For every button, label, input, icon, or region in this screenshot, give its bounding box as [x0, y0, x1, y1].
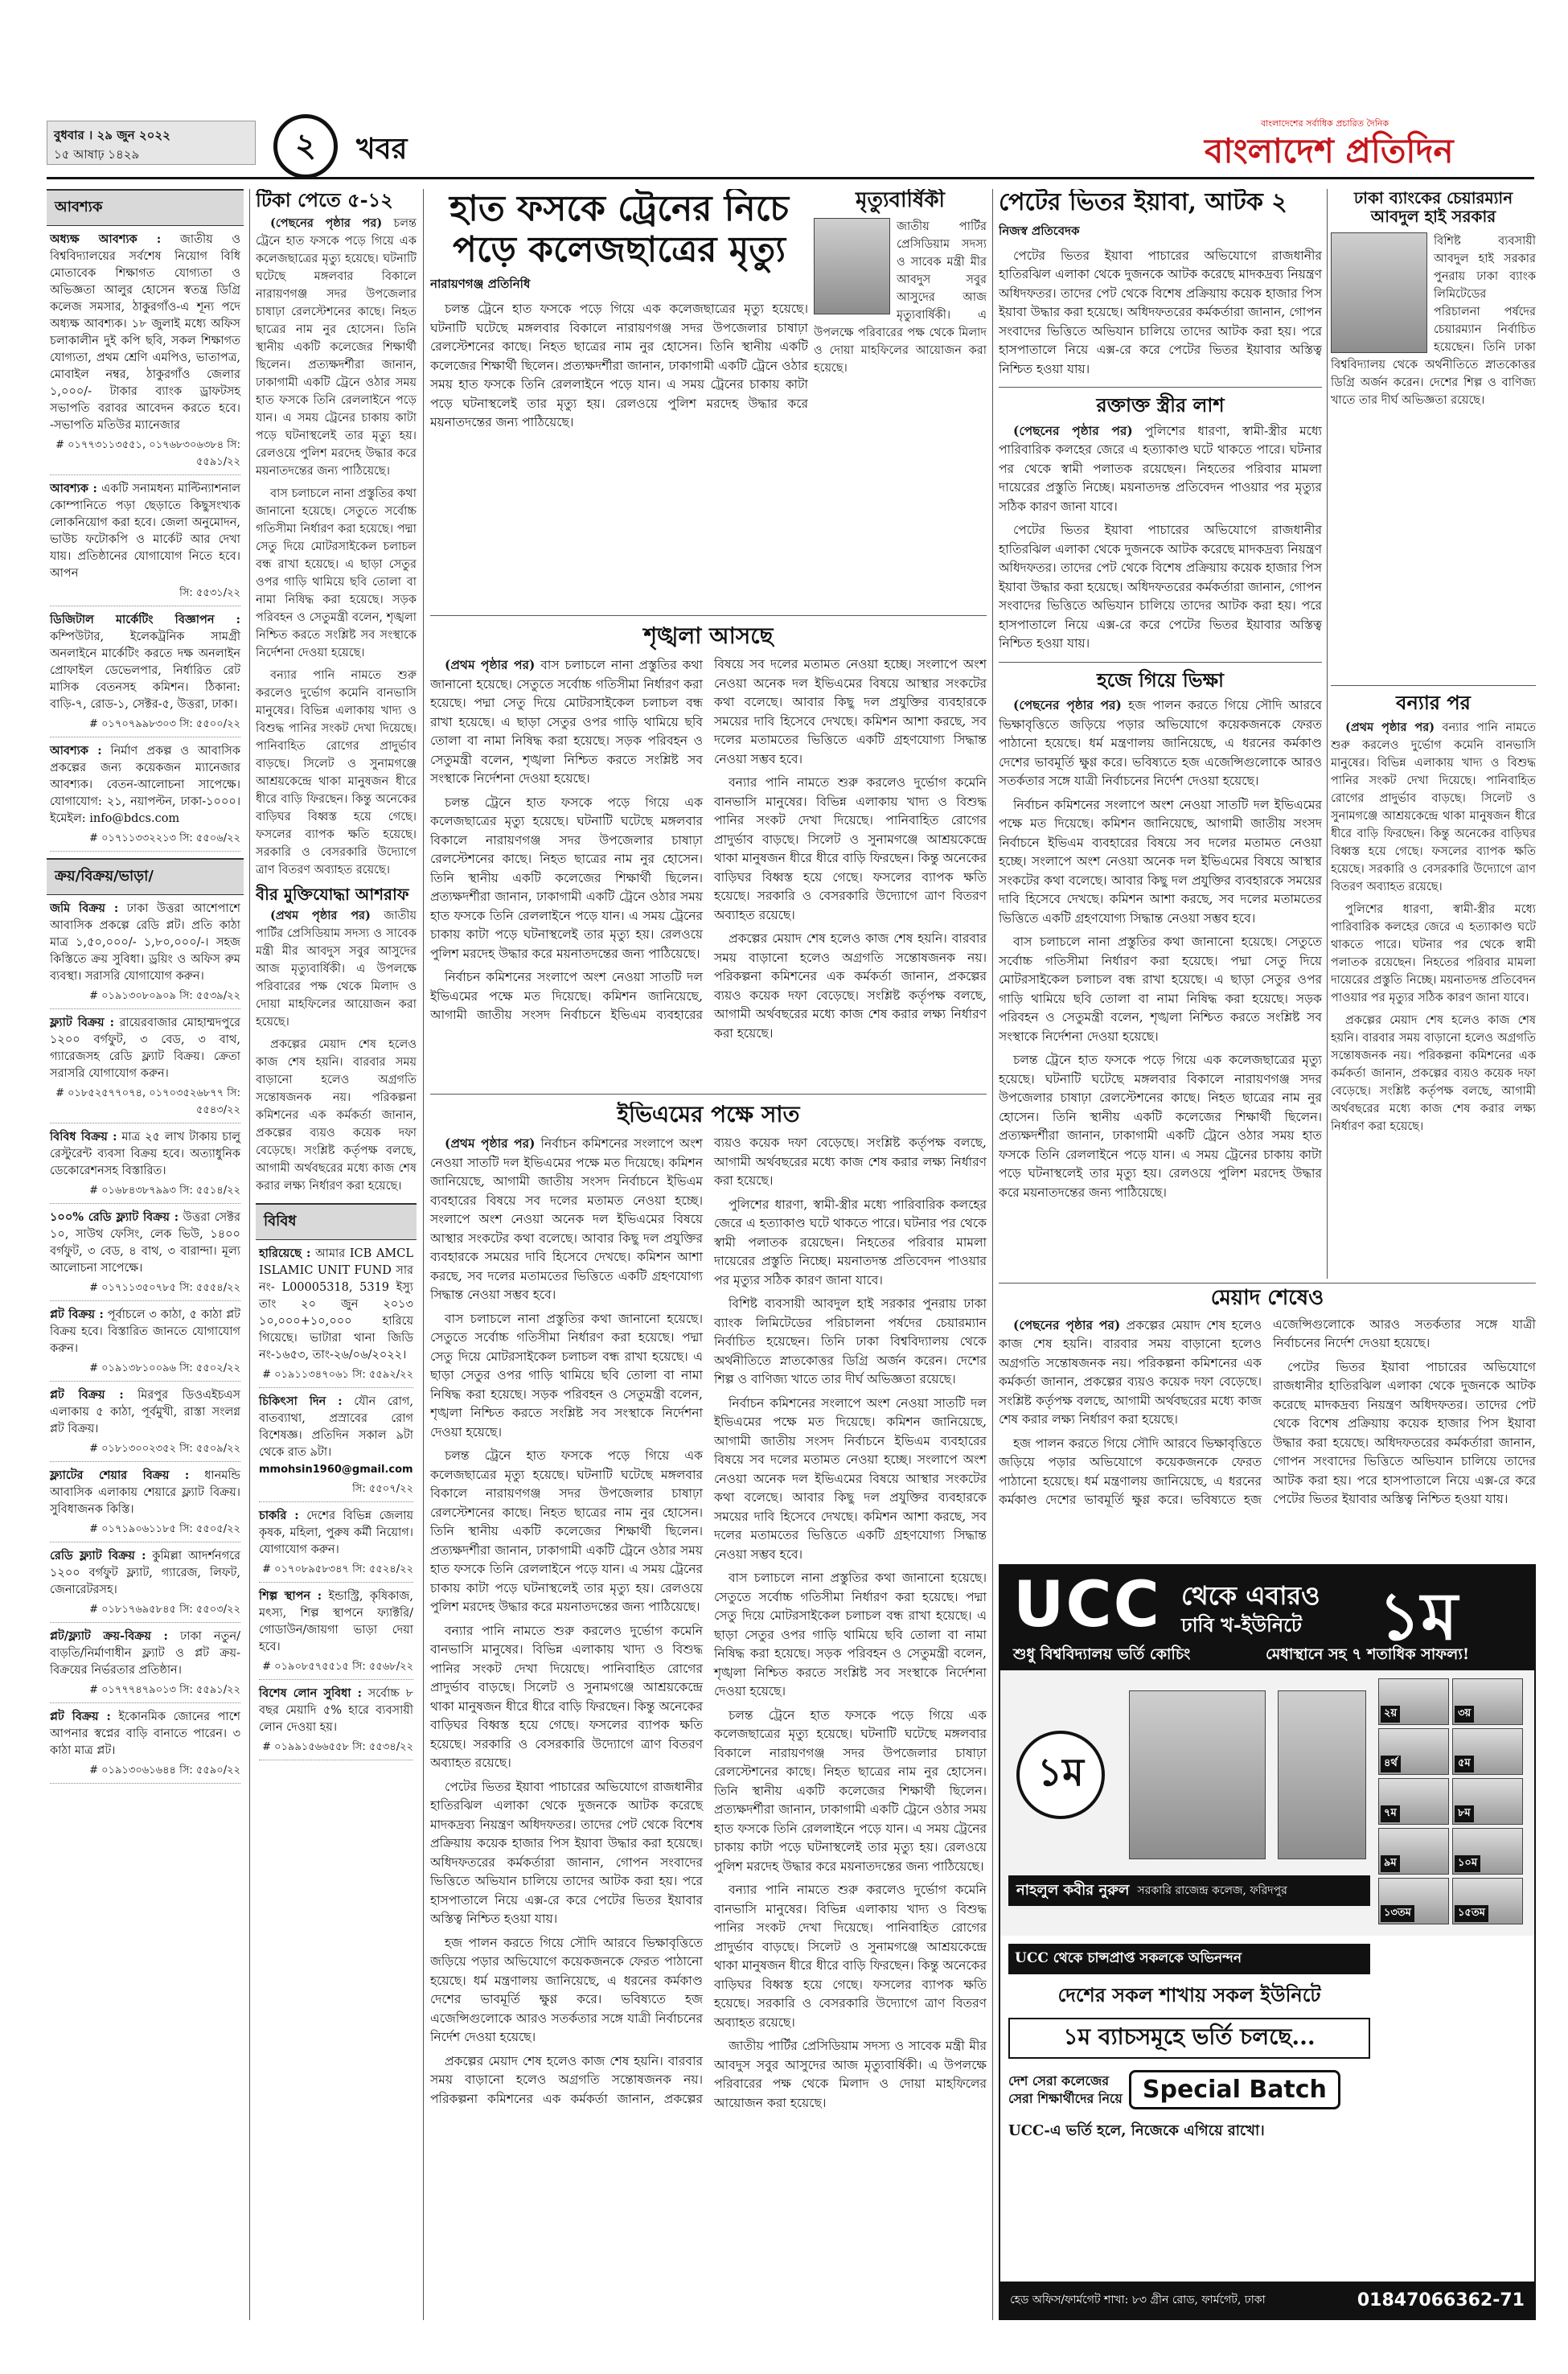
shrinkhala-text-5: প্রকল্পের মেয়াদ শেষ হলেও কাজ শেষ হয়নি। বারবার সময় বাড়ানো হলেও অগ্রগতি সন্তোষজনক নয়। পরিকল্পনা কমিশনের এক কর্মকর্তা জানান, প্রকল্পের ব্যয়ও কয়েক দফা বেড়েছে। সংশ্লিষ্ট কর্তৃপক্ষ বলছে, আগামী অর্থবছরের মধ্যে কাজ শেষ করার লক্ষ্য নির্ধারণ করা হয়েছে। — [714, 931, 987, 1041]
classified-body: ঢাকা উত্তরা আশেপাশে আবাসিক প্রকল্পে রেডি প্লট। প্রতি কাঠা মাত্র ১,৫০,০০০/- ১,৮০,০০০/-। সহজ কিস্তিতে ক্রয় সুবিধা। ড্রয়িং ও অফিস রুম ব্যবস্থা। সরাসরি যোগাযোগ করুন। — [50, 902, 240, 983]
ucc-rank-grid — [1378, 1678, 1527, 1928]
classified-item — [50, 1547, 240, 1599]
ucc-phone[interactable]: 01847066362-71 — [1357, 2290, 1525, 2310]
divider — [992, 189, 993, 2320]
ashraf-text: জাতীয় পার্টির প্রেসিডিয়াম সদস্য ও সাবেক মন্ত্রী মীর আবদুস সবুর আসুদের আজ মৃত্যুবার্ষিকী। এ উপলক্ষে পরিবারের পক্ষ থেকে মিলাদ ও দোয়া মাহফিলের আয়োজন করা হয়েছে। — [256, 909, 417, 1029]
classified-code: # ০১৭০৭৯৯৮৩০৩ সি: ৫৫০০/২২ — [50, 717, 240, 737]
classified-title: চাকরি : — [259, 1508, 299, 1522]
classifieds-sale-list — [47, 900, 244, 1784]
evm-text-5: পেটের ভিতর ইয়াবা পাচারের অভিযোগে রাজধানীর হাতিরঝিল এলাকা থেকে দুজনকে আটক করেছে মাদকদ্রব্য নিয়ন্ত্রণ অধিদফতর। তাদের পেট থেকে বিশেষ প্রক্রিয়ায় কয়েক হাজার পিস ইয়াবা উদ্ধার করা হয়েছে। অধিদফতরের কর্মকর্তারা জানান, গোপন সংবাদের ভিত্তিতে অভিযান চালিয়ে তাদের আটক করা হয়। পরে হাসপাতালে নিয়ে এক্স-রে করে পেটের ভিতর ইয়াবার অস্তিত্ব নিশ্চিত হওয়া যায়। — [430, 1779, 703, 1927]
classified-body: মাত্র ২৫ লাখ টাকায় চালু রেস্টুরেন্ট ব্যবসা বিক্রয় হবে। অত্যাধুনিক ডেকোরেশনসহ বিস্তারিত। — [50, 1131, 240, 1177]
classified-item — [50, 1386, 240, 1438]
classified-code: # ০১৭১১৩৫০৭৮৫ সি: ৫৫৫৪/২২ — [50, 1280, 240, 1301]
ucc-rank-label: ৯ম — [1381, 1855, 1400, 1872]
chairman-article — [1331, 189, 1536, 680]
divider — [999, 1283, 1536, 1284]
classified-code: # ০১৭১৯০৬১১৮৫ সি: ৫৫০৫/২২ — [50, 1522, 240, 1542]
ashraf-body — [256, 907, 417, 1195]
evm-text-11: বাস চলাচলে নানা প্রস্তুতির কথা জানানো হয়েছে। সেতুতে সর্বোচ্চ গতিসীমা নির্ধারণ করা হয়েছে। পদ্মা সেতু দিয়ে মোটরসাইকেল চলাচল বন্ধ রাখা হয়েছে। এ ছাড়া সেতুর ওপর গাড়ি থামিয়ে ছবি তোলা বা নামা নিষিদ্ধ করা হয়েছে। সড়ক পরিবহন ও সেতুমন্ত্রী বলেন, শৃঙ্খলা নিশ্চিত করতে সংশ্লিষ্ট সব সংস্থাকে নির্দেশনা দেওয়া হয়েছে। — [714, 1571, 987, 1699]
shrinkhala-text-3: নির্বাচন কমিশনের সংলাপে অংশ নেওয়া সাতটি দল ইভিএমের পক্ষে মত দিয়েছে। কমিশন জানিয়েছে, আগামী জাতীয় সংসদ নির্বাচনে ইভিএম ব্যবহারের বিষয়ে সব দলের মতামত নেওয়া হচ্ছে। সংলাপে অংশ নেওয়া অনেক দল ইভিএমের বিষয়ে আস্থার সংকটের কথা বলেছে। আবার কিছু দল প্রযুক্তির ব্যবহারকে সময়ের দাবি হিসেবে দেখছে। কমিশন আশা করছে, সব দলের মতামতের ভিত্তিতে একটি গ্রহণযোগ্য সিদ্ধান্ত নেওয়া সম্ভব হবে। — [430, 657, 987, 1023]
classified-item — [50, 1628, 240, 1679]
obituary-title: মৃত্যুবার্ষিকী — [856, 189, 945, 212]
classified-body: নির্মাণ প্রকল্প ও আবাসিক প্রকল্পের জন্য কয়েকজন ম্যানেজার আবশ্যক। বেতন-আলোচনা সাপেক্ষে। যোগাযোগ: ২১, নয়াপল্টন, ঢাকা-১০০০। ইমেইল: info@bdcs.com — [50, 745, 240, 825]
masthead-rule — [47, 177, 1534, 179]
ucc-hero — [1000, 1670, 1534, 1936]
hajj-text: হজ পালন করতে গিয়ে সৌদি আরবে ভিক্ষাবৃত্তিতে জড়িয়ে পড়ার অভিযোগে কয়েকজনকে ফেরত পাঠানো হয়েছে। ধর্ম মন্ত্রণালয় জানিয়েছে, এ ধরনের কর্মকাণ্ড দেশের ভাবমূর্তি ক্ষুণ্ণ করে। ভবিষ্যতে হজ এজেন্সিগুলোকে আরও সতর্কতার সঙ্গে যাত্রী নির্বাচনের নির্দেশ দেওয়া হয়েছে। — [999, 698, 1322, 789]
ucc-advertisement — [999, 1564, 1536, 2320]
ucc-rank-cell — [1378, 1678, 1449, 1725]
section-name: খবর — [356, 132, 408, 166]
classified-item — [50, 611, 240, 713]
ucc-rank-label: ১৩তম — [1381, 1905, 1414, 1922]
classified-title: ফ্ল্যাটের শেয়ার বিক্রয় : — [50, 1468, 190, 1482]
evm-text-9: বিশিষ্ট ব্যবসায়ী আবদুল হাই সরকার পুনরায় ঢাকা ব্যাংক লিমিটেডের পরিচালনা পর্ষদের চেয়ারম্যান নির্বাচিত হয়েছেন। তিনি ঢাকা বিশ্ববিদ্যালয় থেকে অর্থনীতিতে স্নাতকোত্তর ডিগ্রি অর্জন করেন। দেশের শিল্প ও বাণিজ্য খাতে তার দীর্ঘ অভিজ্ঞতা রয়েছে। — [714, 1296, 987, 1387]
classified-body: যৌন রোগ, বাতব্যাথা, প্রস্রাবের রোগ বিশেষজ্ঞ। প্রতিদিন সকাল ৯টা থেকে রাত ৯টা। — [259, 1394, 414, 1459]
hajj-text-2: নির্বাচন কমিশনের সংলাপে অংশ নেওয়া সাতটি দল ইভিএমের পক্ষে মত দিয়েছে। কমিশন জানিয়েছে, আগামী জাতীয় সংসদ নির্বাচনে ইভিএম ব্যবহারের বিষয়ে সব দলের মতামত নেওয়া হচ্ছে। সংলাপে অংশ নেওয়া অনেক দল ইভিএমের বিষয়ে আস্থার সংকটের কথা বলেছে। আবার কিছু দল প্রযুক্তির ব্যবহারকে সময়ের দাবি হিসেবে দেখছে। কমিশন আশা করছে, সব দলের মতামতের ভিত্তিতে একটি গ্রহণযোগ্য সিদ্ধান্ত নেওয়া সম্ভব হবে। — [999, 797, 1322, 926]
classified-code: # ০১৮১৩০০২৩৫২ সি: ৫৫০৯/২২ — [50, 1441, 240, 1462]
yaba-headline: পেটের ভিতর ইয়াবা, আটক ২ — [999, 189, 1287, 216]
ucc-rank-label: ৪র্থ — [1381, 1756, 1401, 1772]
ucc-cta-box — [1008, 1944, 1370, 2209]
shrinkhala-headline: শৃঙ্খলা আসছে — [643, 623, 774, 649]
classified-title: চিকিৎসা দিন : — [259, 1394, 343, 1408]
ucc-pos-label: ১ম — [1037, 1749, 1084, 1795]
classified-body: মিরপুর ডিওএইচএস এলাকায় ৫ কাঠা, পূর্বমুখী, রাস্তা সংলগ্ন প্লট বিক্রয়। — [50, 1389, 240, 1435]
obituary-body: জাতীয় পার্টির প্রেসিডিয়াম সদস্য ও সাবেক মন্ত্রী মীর আবদুস সবুর আসুদের আজ মৃত্যুবার্ষিকী। এ উপলক্ষে পরিবারের পক্ষ থেকে মিলাদ ও দোয়া মাহফিলের আয়োজন করা হয়েছে। — [814, 220, 987, 375]
classified-item — [259, 1245, 413, 1364]
chairman-photo — [1331, 232, 1427, 353]
ucc-tagline: শুধু বিশ্ববিদ্যালয় ভর্তি কোচিং — [1013, 1645, 1191, 1663]
ashraf-text-2: প্রকল্পের মেয়াদ শেষ হলেও কাজ শেষ হয়নি। বারবার সময় বাড়ানো হলেও অগ্রগতি সন্তোষজনক নয়। পরিকল্পনা কমিশনের এক কর্মকর্তা জানান, প্রকল্পের ব্যয়ও কয়েক দফা বেড়েছে। সংশ্লিষ্ট কর্তৃপক্ষ বলছে, আগামী অর্থবছরের মধ্যে কাজ শেষ করার লক্ষ্য নির্ধারণ করা হয়েছে। — [256, 1037, 417, 1193]
divider — [249, 189, 250, 2320]
ucc-rank-cell — [1452, 1778, 1523, 1825]
flood-body — [1331, 719, 1536, 1136]
ucc-topper-college: সরকারি রাজেন্দ্র কলেজ, ফরিদপুর — [1137, 1884, 1287, 1897]
classified-title: প্লট বিক্রয় : — [50, 1308, 104, 1321]
classified-item — [50, 1708, 240, 1760]
ucc-rank-label: ১৫তম — [1455, 1905, 1488, 1922]
ashraf-headline: বীর মুক্তিযোদ্ধা আশরাফ — [256, 884, 409, 904]
classified-body: উত্তরা সেক্টর ১০, সাউথ ফেসিং, লেক ভিউ, ১৪০০ বর্গফুট, ৩ বেড, ৪ বাথ, ৩ বারান্দা। মূল্য আলোচনা সাপেক্ষে। — [50, 1211, 240, 1275]
shrinkhala-text-4: বন্যার পানি নামতে শুরু করলেও দুর্ভোগ কমেনি বানভাসি মানুষের। বিভিন্ন এলাকায় খাদ্য ও বিশুদ্ধ পানির সংকট দেখা দিয়েছে। পানিবাহিত রোগের প্রাদুর্ভাব বাড়ছে। সিলেট ও সুনামগঞ্জে আশ্রয়কেন্দ্রে থাকা মানুষজন ধীরে ধীরে বাড়ি ফিরছেন। কিন্তু অনেকের বাড়িঘর বিধ্বস্ত হয়ে গেছে। ফসলের ব্যাপক ক্ষতি হয়েছে। সরকারি ও বেসরকারি উদ্যোগে ত্রাণ বিতরণ অব্যাহত রয়েছে। — [714, 775, 987, 922]
ucc-headline-mid: থেকে এবারও — [1181, 1580, 1320, 1611]
evm-text-13: বন্যার পানি নামতে শুরু করলেও দুর্ভোগ কমেনি বানভাসি মানুষের। বিভিন্ন এলাকায় খাদ্য ও বিশুদ্ধ পানির সংকট দেখা দিয়েছে। পানিবাহিত রোগের প্রাদুর্ভাব বাড়ছে। সিলেট ও সুনামগঞ্জে আশ্রয়কেন্দ্রে থাকা মানুষজন ধীরে ধীরে বাড়ি ফিরছেন। কিন্তু অনেকের বাড়িঘর বিধ্বস্ত হয়ে গেছে। ফসলের ব্যাপক ক্ষতি হয়েছে। সরকারি ও বেসরকারি উদ্যোগে ত্রাণ বিতরণ অব্যাহত রয়েছে। — [714, 1883, 987, 2030]
classified-title: ১০০% রেডি ফ্ল্যাট বিক্রয় : — [50, 1210, 179, 1224]
ucc-rank-cell — [1452, 1828, 1523, 1875]
flood-article — [1331, 692, 1536, 1279]
ucc-rank-cell — [1452, 1878, 1523, 1924]
date-box — [47, 121, 256, 165]
lash-text: পুলিশের ধারণা, স্বামী-স্ত্রীর মধ্যে পারিবারিক কলহের জেরে এ হত্যাকাণ্ড ঘটে থাকতে পারে। ঘটনার পর থেকে স্বামী পলাতক রয়েছেন। নিহতের পরিবার মামলা দায়েরের প্রস্তুতি নিচ্ছে। ময়নাতদন্ত প্রতিবেদন পাওয়ার পর মৃত্যুর সঠিক কারণ জানা যাবে। — [999, 423, 1322, 514]
ucc-rank-cell — [1378, 1728, 1449, 1775]
classified-email[interactable]: mmohsin1960@gmail.com — [259, 1463, 413, 1476]
meyad-continued: (পেছনের পৃষ্ঠার পর) — [1013, 1316, 1121, 1333]
classified-title: বিবিধ বিক্রয় : — [50, 1130, 117, 1144]
classified-title: হারিয়েছে : — [259, 1246, 311, 1260]
classified-title: ফ্ল্যাট বিক্রয় : — [50, 1016, 114, 1029]
ucc-rank-label: ৩য় — [1455, 1706, 1474, 1723]
yaba-body — [999, 247, 1322, 380]
lash-headline: রক্তাক্ত স্ত্রীর লাশ — [999, 387, 1322, 417]
classified-body: কম্পিউটার, ইলেকট্রনিক সামগ্রী অনলাইনে মার্কেটিং করতে দক্ষ অনলাইন প্রোফাইল ডেভেলপার, নির্ধারিত রেট মাসিক বেতনসহ কমিশন। ঠিকানা: বাড়ি-৭, রোড-১, সেক্টর-৫, উত্তরা, ঢাকা। — [50, 630, 240, 711]
lead-byline: নারায়ণগঞ্জ প্রতিনিধি — [430, 277, 531, 292]
ucc-tagline2: মেধাস্থানে সহ ৭ শতাধিক সাফল্য! — [1266, 1645, 1470, 1663]
classified-code: # ০১৯১৩০৬১৬৪৪ সি: ৫৫৯০/২২ — [50, 1763, 240, 1784]
ucc-rank-cell — [1378, 1878, 1449, 1924]
classifieds-wanted-list — [47, 231, 244, 852]
classified-code: # ০১৬৮৪৩৮৭৯৯৩ সি: ৫৫১৪/২২ — [50, 1183, 240, 1204]
evm-text-4: বন্যার পানি নামতে শুরু করলেও দুর্ভোগ কমেনি বানভাসি মানুষের। বিভিন্ন এলাকায় খাদ্য ও বিশুদ্ধ পানির সংকট দেখা দিয়েছে। পানিবাহিত রোগের প্রাদুর্ভাব বাড়ছে। সিলেট ও সুনামগঞ্জে আশ্রয়কেন্দ্রে থাকা মানুষজন ধীরে ধীরে বাড়ি ফিরছেন। কিন্তু অনেকের বাড়িঘর বিধ্বস্ত হয়ে গেছে। ফসলের ব্যাপক ক্ষতি হয়েছে। সরকারি ও বেসরকারি উদ্যোগে ত্রাণ বিতরণ অব্যাহত রয়েছে। — [430, 1623, 703, 1771]
divider — [430, 615, 987, 616]
evm-body — [430, 1134, 987, 2113]
classified-item — [259, 1393, 413, 1478]
ashraf-continued: (প্রথম পৃষ্ঠার পর) — [270, 908, 371, 922]
classified-body: কুমিল্লা আদর্শনগরে ১২০০ বর্গফুট ফ্ল্যাট, গ্যারেজ, লিফট, জেনারেটরসহ। — [50, 1550, 241, 1596]
classified-code: # ০১৯১৩০৮০৯০৯ সি: ৫৫৩৯/২২ — [50, 988, 240, 1009]
evm-text-14: জাতীয় পার্টির প্রেসিডিয়াম সদস্য ও সাবেক মন্ত্রী মীর আবদুস সবুর আসুদের আজ মৃত্যুবার্ষিকী। এ উপলক্ষে পরিবারের পক্ষ থেকে মিলাদ ও দোয়া মাহফিলের আয়োজন করা হয়েছে। — [714, 2039, 987, 2110]
classified-item — [259, 1587, 413, 1656]
classified-title: শিল্প স্থাপন : — [259, 1588, 322, 1603]
classified-code: # ০১৭১১৩৩২২১৩ সি: ৫৫০৬/২২ — [50, 831, 240, 852]
classified-body: দেশের বিভিন্ন জেলায় কৃষক, মহিলা, পুরুষ কর্মী নিয়োগ। যোগাযোগ করুন। — [259, 1509, 414, 1556]
classified-title: প্লট বিক্রয় : — [50, 1388, 124, 1402]
classified-body: সর্বোচ্চ ৮ বছর মেয়াদি ৫% হারে ব্যবসায়ী লোন দেওয়া হয়। — [259, 1686, 414, 1734]
meyad-headline: মেয়াদ শেষেও — [1210, 1287, 1324, 1310]
evm-headline: ইভিএমের পক্ষে সাত — [617, 1102, 800, 1127]
classified-title: আবশ্যক : — [50, 482, 97, 495]
shrinkhala-body — [430, 655, 987, 1043]
chairman-body: বিশিষ্ট ব্যবসায়ী আবদুল হাই সরকার পুনরায় ঢাকা ব্যাংক লিমিটেডের পরিচালনা পর্ষদের চেয়ারম্যান নির্বাচিত হয়েছেন। তিনি ঢাকা বিশ্ববিদ্যালয় থেকে অর্থনীতিতে স্নাতকোত্তর ডিগ্রি অর্জন করেন। দেশের শিল্প ও বাণিজ্য খাতে তার দীর্ঘ অভিজ্ঞতা রয়েছে। — [1331, 235, 1536, 407]
lash-body — [999, 421, 1322, 654]
misc-list — [256, 1245, 417, 1760]
page-number: ২ — [294, 125, 316, 164]
ucc-rank-label: ১০ম — [1455, 1855, 1480, 1872]
classified-code: # ০১৯১৩৮১০০৯৬ সি: ৫৫০২/২২ — [50, 1361, 240, 1382]
ucc-cta-admit: UCC-এ ভর্তি হলে, নিজেকে এগিয়ে রাখো। — [1008, 2122, 1265, 2139]
classified-body: জাতীয় ও বিশ্ববিদ্যালয়ের সর্বশেষ নিয়োগ বিধি মোতাবেক শিক্ষাগত যোগ্যতা ও অভিজ্ঞতা আলুর হোসেন স্বতন্ত্র ডিগ্রি কলেজ সমসার, ঠাকুরগাঁও-এ শূন্য পদে অধ্যক্ষ আবশ্যক। ১৮ জুলাই মধ্যে অফিস চলাকালীন দুই কপি ছবি, সকল শিক্ষাগত যোগ্যতা, প্রথম শ্রেণি এমপিও, ভাতাপত্র, মোবাইল নম্বর, ঠাকুরগাঁও জেলার ১,০০০/- টাকার ব্যাংক ড্রাফটসহ সভাপতি বরাবর আবেদন করতে হবে। -সভাপতি মতিউর ম্যানেজার — [50, 233, 241, 432]
ucc-topper-bar — [1008, 1875, 1370, 1906]
classified-code: # ০১৮৫২৫৭৭০৭৪, ০১৭০৩৫২৬৮৭৭ সি: ৫৫৪৩/২২ — [50, 1086, 240, 1123]
classified-code: # ০১৭৭৩১১৩৫৫১, ০১৭৬৮৩০৬৩৮৪ সি: ৫৫৯১/২২ — [50, 437, 240, 475]
shrinkhala-text: বাস চলাচলে নানা প্রস্তুতির কথা জানানো হয়েছে। সেতুতে সর্বোচ্চ গতিসীমা নির্ধারণ করা হয়েছে। পদ্মা সেতু দিয়ে মোটরসাইকেল চলাচল বন্ধ রাখা হয়েছে। এ ছাড়া সেতুর ওপর গাড়ি থামিয়ে ছবি তোলা বা নামা নিষিদ্ধ করা হয়েছে। সড়ক পরিবহন ও সেতুমন্ত্রী বলেন, শৃঙ্খলা নিশ্চিত করতে সংশ্লিষ্ট সব সংস্থাকে নির্দেশনা দেওয়া হয়েছে। — [430, 658, 703, 787]
ucc-cta-admission: ১ম ব্যাচসমূহে ভর্তি চলছে... — [1008, 2018, 1370, 2059]
flood-headline: বন্যার পর — [1396, 692, 1471, 714]
ucc-header — [1000, 1566, 1534, 1670]
ucc-cta-all-branches: দেশের সকল শাখায় সকল ইউনিটে — [1057, 1983, 1321, 2006]
chairman-headline — [1331, 189, 1536, 226]
hajj-body — [999, 696, 1322, 1202]
ucc-rank-cell — [1378, 1828, 1449, 1875]
classified-body: ঢাকা নতুন/বাড়তি/নির্মাণাধীন ফ্ল্যাট ও প্লট ক্রয়-বিক্রয়ের নির্ভরতার প্রতিষ্ঠান। — [50, 1630, 240, 1677]
ucc-rank-cell — [1378, 1778, 1449, 1825]
evm-text-6: হজ পালন করতে গিয়ে সৌদি আরবে ভিক্ষাবৃত্তিতে জড়িয়ে পড়ার অভিযোগে কয়েকজনকে ফেরত পাঠানো হয়েছে। ধর্ম মন্ত্রণালয় জানিয়েছে, এ ধরনের কর্মকাণ্ড দেশের ভাবমূর্তি ক্ষুণ্ণ করে। ভবিষ্যতে হজ এজেন্সিগুলোকে আরও সতর্কতার সঙ্গে যাত্রী নির্বাচনের নির্দেশ দেওয়া হয়েছে। — [430, 1935, 703, 2045]
flood-text-3: প্রকল্পের মেয়াদ শেষ হলেও কাজ শেষ হয়নি। বারবার সময় বাড়ানো হলেও অগ্রগতি সন্তোষজনক নয়। পরিকল্পনা কমিশনের এক কর্মকর্তা জানান, প্রকল্পের ব্যয়ও কয়েক দফা বেড়েছে। সংশ্লিষ্ট কর্তৃপক্ষ বলছে, আগামী অর্থবছরের মধ্যে কাজ শেষ করার লক্ষ্য নির্ধারণ করা হয়েছে। — [1331, 1013, 1536, 1133]
evm-continued: (প্রথম পৃষ্ঠার পর) — [445, 1136, 536, 1152]
classified-body: ইন্ডাস্ট্রি, কৃষিকাজ, মৎস্য, শিল্প স্থাপনে ফ্যাক্টরি/গোডাউন/জায়গা ভাড়া দেয়া হবে। — [259, 1589, 414, 1653]
ucc-topper-name: নাহলুল কবীর নুরুল — [1016, 1881, 1130, 1899]
hajj-text-3: বাস চলাচলে নানা প্রস্তুতির কথা জানানো হয়েছে। সেতুতে সর্বোচ্চ গতিসীমা নির্ধারণ করা হয়েছে। পদ্মা সেতু দিয়ে মোটরসাইকেল চলাচল বন্ধ রাখা হয়েছে। এ ছাড়া সেতুর ওপর গাড়ি থামিয়ে ছবি তোলা বা নামা নিষিদ্ধ করা হয়েছে। সড়ক পরিবহন ও সেতুমন্ত্রী বলেন, শৃঙ্খলা নিশ্চিত করতে সংশ্লিষ্ট সব সংস্থাকে নির্দেশনা দেওয়া হয়েছে। — [999, 934, 1322, 1044]
tika-body — [256, 215, 417, 879]
classified-item — [50, 1467, 240, 1518]
evm-text-2: বাস চলাচলে নানা প্রস্তুতির কথা জানানো হয়েছে। সেতুতে সর্বোচ্চ গতিসীমা নির্ধারণ করা হয়েছে। পদ্মা সেতু দিয়ে মোটরসাইকেল চলাচল বন্ধ রাখা হয়েছে। এ ছাড়া সেতুর ওপর গাড়ি থামিয়ে ছবি তোলা বা নামা নিষিদ্ধ করা হয়েছে। সড়ক পরিবহন ও সেতুমন্ত্রী বলেন, শৃঙ্খলা নিশ্চিত করতে সংশ্লিষ্ট সব সংস্থাকে নির্দেশনা দেওয়া হয়েছে। — [430, 1311, 703, 1440]
ucc-cta-best-students-line1: দেশ সেরা কলেজের — [1008, 2072, 1110, 2089]
ucc-batch-row — [1008, 2070, 1370, 2109]
classified-body: রায়েরবাজার মোহাম্মদপুরে ১২০০ বর্গফুট, ৩ বেড, ৩ বাথ, গ্যারেজসহ রেডি ফ্ল্যাট বিক্রয়। ক্রেতা সরাসরি যোগাযোগ করুন। — [50, 1017, 240, 1080]
ucc-rank-badge — [1016, 1731, 1105, 1819]
lead-paragraph: চলন্ত ট্রেনে হাত ফসকে পড়ে গিয়ে এক কলেজছাত্রের মৃত্যু হয়েছে। ঘটনাটি ঘটেছে মঙ্গলবার বিকালে নারায়ণগঞ্জ সদর উপজেলার চাষাঢ়া রেলস্টেশনের কাছে। নিহত ছাত্রের নাম নুর হোসেন। তিনি স্থানীয় একটি কলেজের শিক্ষার্থী ছিলেন। প্রত্যক্ষদর্শীরা জানান, ঢাকাগামী একটি ট্রেনে ওঠার সময় হাত ফসকে তিনি রেললাইনে পড়ে যান। এ সময় ট্রেনের চাকায় কাটা পড়ে ঘটনাস্থলেই তার মৃত্যু হয়। রেলওয়ে পুলিশ মরদেহ উদ্ধার করে ময়নাতদন্তের জন্য পাঠিয়েছে। — [430, 302, 808, 430]
classified-title: জমি বিক্রয় : — [50, 902, 119, 915]
classified-code: # ০১৯১১৩৪৭০৬১ সি: ৫৫৯২/২২ — [259, 1367, 413, 1388]
classified-item — [50, 900, 240, 985]
classified-item — [50, 1306, 240, 1357]
hajj-text-4: চলন্ত ট্রেনে হাত ফসকে পড়ে গিয়ে এক কলেজছাত্রের মৃত্যু হয়েছে। ঘটনাটি ঘটেছে মঙ্গলবার বিকালে নারায়ণগঞ্জ সদর উপজেলার চাষাঢ়া রেলস্টেশনের কাছে। নিহত ছাত্রের নাম নুর হোসেন। তিনি স্থানীয় একটি কলেজের শিক্ষার্থী ছিলেন। প্রত্যক্ষদর্শীরা জানান, ঢাকাগামী একটি ট্রেনে ওঠার সময় হাত ফসকে তিনি রেললাইনে পড়ে যান। এ সময় ট্রেনের চাকায় কাটা পড়ে ঘটনাস্থলেই তার মৃত্যু হয়। রেলওয়ে পুলিশ মরদেহ উদ্ধার করে ময়নাতদন্তের জন্য পাঠিয়েছে। — [999, 1053, 1322, 1200]
evm-text-8: পুলিশের ধারণা, স্বামী-স্ত্রীর মধ্যে পারিবারিক কলহের জেরে এ হত্যাকাণ্ড ঘটে থাকতে পারে। ঘটনার পর থেকে স্বামী পলাতক রয়েছেন। নিহতের পরিবার মামলা দায়েরের প্রস্তুতি নিচ্ছে। ময়নাতদন্ত প্রতিবেদন পাওয়ার পর মৃত্যুর সঠিক কারণ জানা যাবে। — [714, 1197, 987, 1288]
classified-body: ইকোনমিক জোনের পাশে আপনার স্বপ্নের বাড়ি বানাতে পারেন। ৩ কাঠা মাত্র প্লট। — [50, 1711, 241, 1757]
ucc-footer — [1000, 2282, 1534, 2319]
yaba-byline: নিজস্ব প্রতিবেদক — [999, 223, 1080, 238]
classified-code: সি: ৫৫০৭/২২ — [259, 1481, 413, 1502]
ucc-sub-unit: ঢাবি খ-ইউনিটে — [1181, 1613, 1302, 1637]
classified-title: ডিজিটাল মার্কেটিং বিজ্ঞাপন : — [50, 613, 240, 626]
classified-code: # ০১৮১৭৬৯৫৮৪৫ সি: ৫৫০৩/২২ — [50, 1602, 240, 1623]
evm-text-3: চলন্ত ট্রেনে হাত ফসকে পড়ে গিয়ে এক কলেজছাত্রের মৃত্যু হয়েছে। ঘটনাটি ঘটেছে মঙ্গলবার বিকালে নারায়ণগঞ্জ সদর উপজেলার চাষাঢ়া রেলস্টেশনের কাছে। নিহত ছাত্রের নাম নুর হোসেন। তিনি স্থানীয় একটি কলেজের শিক্ষার্থী ছিলেন। প্রত্যক্ষদর্শীরা জানান, ঢাকাগামী একটি ট্রেনে ওঠার সময় হাত ফসকে তিনি রেললাইনে পড়ে যান। এ সময় ট্রেনের চাকায় কাটা পড়ে ঘটনাস্থলেই তার মৃত্যু হয়। রেলওয়ে পুলিশ মরদেহ উদ্ধার করে ময়নাতদন্তের জন্য পাঠিয়েছে। — [430, 1448, 703, 1615]
ucc-parent-photo — [1278, 1690, 1366, 1859]
page-number-badge — [273, 114, 338, 179]
hajj-headline: হজে গিয়ে ভিক্ষা — [999, 662, 1322, 692]
tika-text-2: বাস চলাচলে নানা প্রস্তুতির কথা জানানো হয়েছে। সেতুতে সর্বোচ্চ গতিসীমা নির্ধারণ করা হয়েছে। পদ্মা সেতু দিয়ে মোটরসাইকেল চলাচল বন্ধ রাখা হয়েছে। এ ছাড়া সেতুর ওপর গাড়ি থামিয়ে ছবি তোলা বা নামা নিষিদ্ধ করা হয়েছে। সড়ক পরিবহন ও সেতুমন্ত্রী বলেন, শৃঙ্খলা নিশ্চিত করতে সংশ্লিষ্ট সব সংস্থাকে নির্দেশনা দেওয়া হয়েছে। — [256, 487, 417, 659]
classified-item — [259, 1507, 413, 1559]
evm-text-12: চলন্ত ট্রেনে হাত ফসকে পড়ে গিয়ে এক কলেজছাত্রের মৃত্যু হয়েছে। ঘটনাটি ঘটেছে মঙ্গলবার বিকালে নারায়ণগঞ্জ সদর উপজেলার চাষাঢ়া রেলস্টেশনের কাছে। নিহত ছাত্রের নাম নুর হোসেন। তিনি স্থানীয় একটি কলেজের শিক্ষার্থী ছিলেন। প্রত্যক্ষদর্শীরা জানান, ঢাকাগামী একটি ট্রেনে ওঠার সময় হাত ফসকে তিনি রেললাইনে পড়ে যান। এ সময় ট্রেনের চাকায় কাটা পড়ে ঘটনাস্থলেই তার মৃত্যু হয়। রেলওয়ে পুলিশ মরদেহ উদ্ধার করে ময়নাতদন্তের জন্য পাঠিয়েছে। — [714, 1707, 987, 1874]
ucc-rank-label: ৫ম — [1455, 1756, 1474, 1772]
ucc-address: হেড অফিস/ফার্মগেট শাখা: ৮৩ গ্রীন রোড, ফার্মগেট, ঢাকা — [1010, 2294, 1266, 2306]
obituary-photo — [814, 218, 890, 314]
classified-title: অধ্যক্ষ আবশ্যক : — [50, 232, 162, 246]
classified-title: বিশেষ লোন সুবিধা : — [259, 1686, 362, 1700]
logo — [1205, 117, 1534, 175]
lead-body — [430, 300, 808, 433]
ucc-special-batch: Special Batch — [1129, 2070, 1340, 2109]
meyad-article — [999, 1287, 1536, 1556]
ucc-rank-label: ৭ম — [1381, 1805, 1400, 1822]
issue-date-bn: ১৫ আষাঢ় ১৪২৯ — [54, 147, 140, 162]
classified-title: রেডি ফ্ল্যাট বিক্রয় : — [50, 1549, 146, 1563]
meyad-text-3: পেটের ভিতর ইয়াবা পাচারের অভিযোগে রাজধানীর হাতিরঝিল এলাকা থেকে দুজনকে আটক করেছে মাদকদ্রব্য নিয়ন্ত্রণ অধিদফতর। তাদের পেট থেকে বিশেষ প্রক্রিয়ায় কয়েক হাজার পিস ইয়াবা উদ্ধার করা হয়েছে। অধিদফতরের কর্মকর্তারা জানান, গোপন সংবাদের ভিত্তিতে অভিযান চালিয়ে তাদের আটক করা হয়। পরে হাসপাতালে নিয়ে এক্স-রে করে পেটের ভিতর ইয়াবার অস্তিত্ব নিশ্চিত হওয়া যায়। — [1273, 1359, 1536, 1507]
ucc-rank-cell — [1452, 1728, 1523, 1775]
classified-code: # ০১৯০৮৫৭৫৫১৫ সি: ৫৫৬৮/২২ — [259, 1659, 413, 1680]
logo-tagline: বাংলাদেশের সর্বাধিক প্রচারিত দৈনিক — [1261, 118, 1389, 129]
classified-code: # ০১৯৯১৫৬৬৫৫৮ সি: ৫৫৩৪/২২ — [259, 1739, 413, 1760]
lash-text-2: পেটের ভিতর ইয়াবা পাচারের অভিযোগে রাজধানীর হাতিরঝিল এলাকা থেকে দুজনকে আটক করেছে মাদকদ্রব্য নিয়ন্ত্রণ অধিদফতর। তাদের পেট থেকে বিশেষ প্রক্রিয়ায় কয়েক হাজার পিস ইয়াবা উদ্ধার করা হয়েছে। অধিদফতরের কর্মকর্তারা জানান, গোপন সংবাদের ভিত্তিতে অভিযান চালিয়ে তাদের আটক করা হয়। পরে হাসপাতালে নিয়ে এক্স-রে করে পেটের ভিতর ইয়াবার অস্তিত্ব নিশ্চিত হওয়া যায়। — [999, 523, 1322, 651]
shrinkhala-text-2: চলন্ত ট্রেনে হাত ফসকে পড়ে গিয়ে এক কলেজছাত্রের মৃত্যু হয়েছে। ঘটনাটি ঘটেছে মঙ্গলবার বিকালে নারায়ণগঞ্জ সদর উপজেলার চাষাঢ়া রেলস্টেশনের কাছে। নিহত ছাত্রের নাম নুর হোসেন। তিনি স্থানীয় একটি কলেজের শিক্ষার্থী ছিলেন। প্রত্যক্ষদর্শীরা জানান, ঢাকাগামী একটি ট্রেনে ওঠার সময় হাত ফসকে তিনি রেললাইনে পড়ে যান। এ সময় ট্রেনের চাকায় কাটা পড়ে ঘটনাস্থলেই তার মৃত্যু হয়। রেলওয়ে পুলিশ মরদেহ উদ্ধার করে ময়নাতদন্তের জন্য পাঠিয়েছে। — [430, 795, 703, 961]
meyad-text-2: হজ পালন করতে গিয়ে সৌদি আরবে ভিক্ষাবৃত্তিতে জড়িয়ে পড়ার অভিযোগে কয়েকজনকে ফেরত পাঠানো হয়েছে। ধর্ম মন্ত্রণালয় জানিয়েছে, এ ধরনের কর্মকাণ্ড দেশের ভাবমূর্তি ক্ষুণ্ণ করে। ভবিষ্যতে হজ এজেন্সিগুলোকে আরও সতর্কতার সঙ্গে যাত্রী নির্বাচনের নির্দেশ দেওয়া হয়েছে। — [999, 1316, 1536, 1508]
lead-headline-line2: পড়ে কলেজছাত্রের মৃত্যু — [452, 228, 786, 270]
classified-code: # ০১৭০৮৯৫৮৩৪৭ সি: ৫৫২৪/২২ — [259, 1562, 413, 1583]
masthead — [47, 118, 1534, 181]
classified-item — [50, 1014, 240, 1082]
classified-item — [50, 480, 240, 582]
divider — [423, 189, 424, 2320]
yaba-article — [999, 189, 1322, 1279]
meyad-text: প্রকল্পের মেয়াদ শেষ হলেও কাজ শেষ হয়নি। বারবার সময় বাড়ানো হলেও অগ্রগতি সন্তোষজনক নয়। পরিকল্পনা কমিশনের এক কর্মকর্তা জানান, প্রকল্পের ব্যয়ও কয়েক দফা বেড়েছে। সংশ্লিষ্ট কর্তৃপক্ষ বলছে, আগামী অর্থবছরের মধ্যে কাজ শেষ করার লক্ষ্য নির্ধারণ করা হয়েছে। — [999, 1317, 1262, 1427]
ucc-headline-rank: ১ম — [1378, 1578, 1458, 1655]
classified-item — [50, 742, 240, 828]
flood-continued: (প্রথম পৃষ্ঠার পর) — [1345, 720, 1435, 734]
ucc-cta-best-students-line2: সেরা শিক্ষার্থীদের নিয়ে — [1008, 2090, 1123, 2106]
divider — [1331, 685, 1536, 686]
evm-text-7: প্রকল্পের মেয়াদ শেষ হলেও কাজ শেষ হয়নি। বারবার সময় বাড়ানো হলেও অগ্রগতি সন্তোষজনক নয়। পরিকল্পনা কমিশনের এক কর্মকর্তা জানান, প্রকল্পের ব্যয়ও কয়েক দফা বেড়েছে। সংশ্লিষ্ট কর্তৃপক্ষ বলছে, আগামী অর্থবছরের মধ্যে কাজ শেষ করার লক্ষ্য নির্ধারণ করা হয়েছে। — [430, 1136, 987, 2106]
evm-text: নির্বাচন কমিশনের সংলাপে অংশ নেওয়া সাতটি দল ইভিএমের পক্ষে মত দিয়েছে। কমিশন জানিয়েছে, আগামী জাতীয় সংসদ নির্বাচনে ইভিএম ব্যবহারের বিষয়ে সব দলের মতামত নেওয়া হচ্ছে। সংলাপে অংশ নেওয়া অনেক দল ইভিএমের বিষয়ে আস্থার সংকটের কথা বলেছে। আবার কিছু দল প্রযুক্তির ব্যবহারকে সময়ের দাবি হিসেবে দেখছে। কমিশন আশা করছে, সব দলের মতামতের ভিত্তিতে একটি গ্রহণযোগ্য সিদ্ধান্ত নেওয়া সম্ভব হবে। — [430, 1136, 703, 1303]
evm-article — [430, 1102, 987, 2320]
classified-item — [259, 1685, 413, 1736]
lash-continued: (পেছনের পৃষ্ঠার পর) — [1013, 422, 1133, 438]
classified-body: একটি সনামধন্য মাল্টিন্যাশনাল কোম্পানিতে পড়া ছেড়াতে কিছুসংখ্যক লোকনিয়োগ করা হবে। জেলা অনুমোদন, ভাউচ ফটোকপি ও মার্কেট আর দেখা যায়। প্রতিষ্ঠানের যোগাযোগ নিতে হবে। আপন — [50, 483, 240, 580]
classified-title: প্লট বিক্রয় : — [50, 1710, 111, 1723]
ucc-rank-label: ২য় — [1381, 1706, 1400, 1723]
classifieds-column — [47, 189, 244, 2320]
evm-text-10: নির্বাচন কমিশনের সংলাপে অংশ নেওয়া সাতটি দল ইভিএমের পক্ষে মত দিয়েছে। কমিশন জানিয়েছে, আগামী জাতীয় সংসদ নির্বাচনে ইভিএম ব্যবহারের বিষয়ে সব দলের মতামত নেওয়া হচ্ছে। সংলাপে অংশ নেওয়া অনেক দল ইভিএমের বিষয়ে আস্থার সংকটের কথা বলেছে। আবার কিছু দল প্রযুক্তির ব্যবহারকে সময়ের দাবি হিসেবে দেখছে। কমিশন আশা করছে, সব দলের মতামতের ভিত্তিতে একটি গ্রহণযোগ্য সিদ্ধান্ত নেওয়া সম্ভব হবে। — [714, 1395, 987, 1562]
tika-headline: টিকা পেতে ৫-১২ — [256, 189, 393, 212]
divider — [430, 1094, 987, 1095]
classified-item — [50, 1209, 240, 1277]
shrinkhala-article — [430, 623, 987, 1090]
issue-date: বুধবার । ২৯ জুন ২০২২ — [54, 128, 170, 142]
meyad-body — [999, 1316, 1536, 1513]
classified-code: সি: ৫৫৩১/২২ — [50, 585, 240, 606]
yaba-text: পেটের ভিতর ইয়াবা পাচারের অভিযোগে রাজধানীর হাতিরঝিল এলাকা থেকে দুজনকে আটক করেছে মাদকদ্রব্য নিয়ন্ত্রণ অধিদফতর। তাদের পেট থেকে বিশেষ প্রক্রিয়ায় কয়েক হাজার পিস ইয়াবা উদ্ধার করা হয়েছে। অধিদফতরের কর্মকর্তারা জানান, গোপন সংবাদের ভিত্তিতে অভিযান চালিয়ে তাদের আটক করা হয়। পরে হাসপাতালে নিয়ে এক্স-রে করে পেটের ভিতর ইয়াবার অস্তিত্ব নিশ্চিত হওয়া যায়। — [999, 248, 1322, 376]
classified-body: পূর্বাচলে ৩ কাঠা, ৫ কাঠা প্লট বিক্রয় হবে। বিস্তারিত জানতে যোগাযোগ করুন। — [50, 1308, 240, 1355]
lead-headline-line1: হাত ফসকে ট্রেনের নিচে — [449, 189, 790, 229]
classifieds-wanted-title: আবশ্যক — [47, 189, 244, 226]
logo-name: বাংলাদেশ প্রতিদিন — [1205, 131, 1454, 170]
classifieds-sale-title: ক্রয়/বিক্রয়/ভাড়া/ — [47, 858, 244, 895]
ucc-congrats: UCC থেকে চান্সপ্রাপ্ত সকলকে অভিনন্দন — [1008, 1944, 1370, 1974]
classified-item — [50, 231, 240, 434]
classified-code: # ০১৭৭৭৪৭৯০১৩ সি: ৫৫৯১/২২ — [50, 1682, 240, 1703]
ucc-topper-photo — [1129, 1690, 1266, 1859]
ucc-rank-cell — [1452, 1678, 1523, 1725]
tika-text-3: বন্যার পানি নামতে শুরু করলেও দুর্ভোগ কমেনি বানভাসি মানুষের। বিভিন্ন এলাকায় খাদ্য ও বিশুদ্ধ পানির সংকট দেখা দিয়েছে। পানিবাহিত রোগের প্রাদুর্ভাব বাড়ছে। সিলেট ও সুনামগঞ্জে আশ্রয়কেন্দ্রে থাকা মানুষজন ধীরে ধীরে বাড়ি ফিরছেন। কিন্তু অনেকের বাড়িঘর বিধ্বস্ত হয়ে গেছে। ফসলের ব্যাপক ক্ষতি হয়েছে। সরকারি ও বেসরকারি উদ্যোগে ত্রাণ বিতরণ অব্যাহত রয়েছে। — [256, 668, 417, 877]
lead-story — [430, 189, 808, 607]
obituary — [814, 189, 987, 607]
classified-body: আমার ICB AMCL ISLAMIC UNIT FUND সার নং- L00005318, 5319 ইস্যু তাং ২০ জুন ২০১৩ ১০,০০০+১০,০০০ হারিয়ে গিয়েছে। ভাটারা থানা জিডি নং-১৬৫৩, তাং-২৬/০৬/২০২২। — [259, 1247, 413, 1362]
flood-text-2: পুলিশের ধারণা, স্বামী-স্ত্রীর মধ্যে পারিবারিক কলহের জেরে এ হত্যাকাণ্ড ঘটে থাকতে পারে। ঘটনার পর থেকে স্বামী পলাতক রয়েছেন। নিহতের পরিবার মামলা দায়েরের প্রস্তুতি নিচ্ছে। ময়নাতদন্ত প্রতিবেদন পাওয়ার পর মৃত্যুর সঠিক কারণ জানা যাবে। — [1331, 902, 1536, 1004]
divider — [1327, 189, 1328, 1279]
hajj-continued: (পেছনের পৃষ্ঠার পর) — [1013, 697, 1122, 713]
shrinkhala-continued: (প্রথম পৃষ্ঠার পর) — [445, 657, 536, 673]
tika-continued: (পেছনের পৃষ্ঠার পর) — [270, 216, 383, 230]
ucc-cta-best-students — [1008, 2072, 1123, 2108]
classified-body: ধানমন্ডি আবাসিক এলাকায় শেয়ারে ফ্ল্যাট বিক্রয়। সুবিধাজনক কিস্তি। — [50, 1469, 240, 1516]
ucc-brand: UCC — [1013, 1569, 1161, 1641]
classified-title: প্লট/ফ্ল্যাট ক্রয়-বিক্রয় : — [50, 1629, 168, 1643]
lead-headline — [430, 189, 808, 270]
ucc-rank-label: ৮ম — [1455, 1805, 1474, 1822]
classified-item — [50, 1128, 240, 1180]
flood-text: বন্যার পানি নামতে শুরু করলেও দুর্ভোগ কমেনি বানভাসি মানুষের। বিভিন্ন এলাকায় খাদ্য ও বিশুদ্ধ পানির সংকট দেখা দিয়েছে। পানিবাহিত রোগের প্রাদুর্ভাব বাড়ছে। সিলেট ও সুনামগঞ্জে আশ্রয়কেন্দ্রে থাকা মানুষজন ধীরে ধীরে বাড়ি ফিরছেন। কিন্তু অনেকের বাড়িঘর বিধ্বস্ত হয়ে গেছে। ফসলের ব্যাপক ক্ষতি হয়েছে। সরকারি ও বেসরকারি উদ্যোগে ত্রাণ বিতরণ অব্যাহত রয়েছে। — [1331, 721, 1536, 893]
chairman-headline-line2: আবদুল হাই সরকার — [1370, 207, 1496, 226]
classified-title: আবশ্যক : — [50, 744, 102, 758]
column-two — [256, 189, 417, 2320]
misc-title: বিবিধ — [256, 1203, 417, 1240]
chairman-headline-line1: ঢাকা ব্যাংকের চেয়ারম্যান — [1353, 189, 1513, 207]
tika-text: চলন্ত ট্রেনে হাত ফসকে পড়ে গিয়ে এক কলেজছাত্রের মৃত্যু হয়েছে। ঘটনাটি ঘটেছে মঙ্গলবার বিকালে নারায়ণগঞ্জ সদর উপজেলার চাষাঢ়া রেলস্টেশনের কাছে। নিহত ছাত্রের নাম নুর হোসেন। তিনি স্থানীয় একটি কলেজের শিক্ষার্থী ছিলেন। প্রত্যক্ষদর্শীরা জানান, ঢাকাগামী একটি ট্রেনে ওঠার সময় হাত ফসকে তিনি রেললাইনে পড়ে যান। এ সময় ট্রেনের চাকায় কাটা পড়ে ঘটনাস্থলেই তার মৃত্যু হয়। রেলওয়ে পুলিশ মরদেহ উদ্ধার করে ময়নাতদন্তের জন্য পাঠিয়েছে। — [256, 216, 417, 478]
